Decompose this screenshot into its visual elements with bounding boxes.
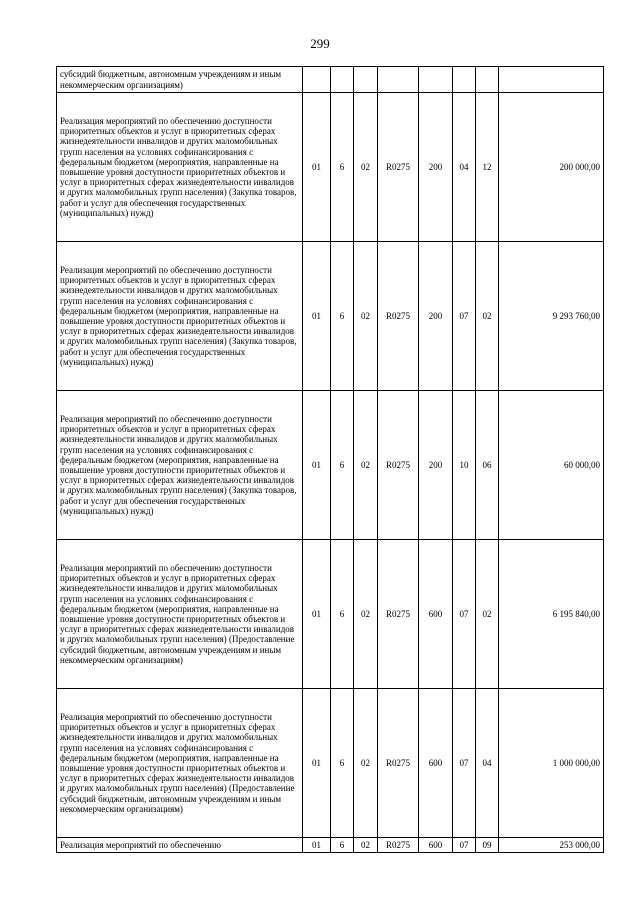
section-code: 07 bbox=[453, 838, 476, 853]
program-code: 01 bbox=[303, 93, 331, 242]
expense-type-code: 200 bbox=[419, 391, 453, 540]
subprogram-code: 6 bbox=[331, 391, 354, 540]
amount bbox=[499, 67, 604, 93]
expense-type-code: 600 bbox=[419, 540, 453, 689]
row-description: Реализация мероприятий по обеспечению доступности приоритетных объектов и услуг в приоритетных сферах жизнедеятельности инвалидов и других маломобильных групп населения на условиях софинансирования с федеральным бюджетом (мероприятия, направленные на повышение уровня доступности приоритетных объектов и услуг в приоритетных сферах жизнедеятельности инвалидов и других маломобильных групп населения) (Предоставление субсидий бюджетным, автономным учреждениям и иным некоммерческим организациям) bbox=[57, 540, 303, 689]
table-row bbox=[57, 67, 604, 93]
row-description: Реализация мероприятий по обеспечению доступности приоритетных объектов и услуг в приоритетных сферах жизнедеятельности инвалидов и других маломобильных групп населения на условиях софинансирования с федеральным бюджетом (мероприятия, направленные на повышение уровня доступности приоритетных объектов и услуг в приоритетных сферах жизнедеятельности инвалидов и других маломобильных групп населения) (Закупка товаров, работ и услуг для обеспечения государственных (муниципальных) нужд) bbox=[57, 242, 303, 391]
direction-code: R0275 bbox=[378, 93, 419, 242]
section-code bbox=[453, 67, 476, 93]
subprogram-code bbox=[331, 67, 354, 93]
row-description: Реализация мероприятий по обеспечению доступности приоритетных объектов и услуг в приоритетных сферах жизнедеятельности инвалидов и других маломобильных групп населения на условиях софинансирования с федеральным бюджетом (мероприятия, направленные на повышение уровня доступности приоритетных объектов и услуг в приоритетных сферах жизнедеятельности инвалидов и других маломобильных групп населения) (Закупка товаров, работ и услуг для обеспечения государственных (муниципальных) нужд) bbox=[57, 391, 303, 540]
expense-type-code: 200 bbox=[419, 93, 453, 242]
subprogram-code: 6 bbox=[331, 540, 354, 689]
subprogram-code: 6 bbox=[331, 838, 354, 853]
row-description: Реализация мероприятий по обеспечению доступности приоритетных объектов и услуг в приоритетных сферах жизнедеятельности инвалидов и других маломобильных групп населения на условиях софинансирования с федеральным бюджетом (мероприятия, направленные на повышение уровня доступности приоритетных объектов и услуг в приоритетных сферах жизнедеятельности инвалидов и других маломобильных групп населения) (Закупка товаров, работ и услуг для обеспечения государственных (муниципальных) нужд) bbox=[57, 93, 303, 242]
section-code: 07 bbox=[453, 689, 476, 838]
activity-code: 02 bbox=[354, 391, 378, 540]
budget-table bbox=[56, 66, 604, 853]
activity-code: 02 bbox=[354, 689, 378, 838]
table-row bbox=[57, 689, 604, 838]
direction-code bbox=[378, 67, 419, 93]
amount: 1 000 000,00 bbox=[499, 689, 604, 838]
amount: 60 000,00 bbox=[499, 391, 604, 540]
amount: 200 000,00 bbox=[499, 93, 604, 242]
expense-type-code: 200 bbox=[419, 242, 453, 391]
amount: 9 293 760,00 bbox=[499, 242, 604, 391]
subsection-code: 02 bbox=[476, 540, 499, 689]
table-row bbox=[57, 242, 604, 391]
direction-code: R0275 bbox=[378, 689, 419, 838]
row-description: Реализация мероприятий по обеспечению доступности приоритетных объектов и услуг в приоритетных сферах жизнедеятельности инвалидов и других маломобильных групп населения на условиях софинансирования с федеральным бюджетом (мероприятия, направленные на повышение уровня доступности приоритетных объектов и услуг в приоритетных сферах жизнедеятельности инвалидов и других маломобильных групп населения) (Предоставление субсидий бюджетным, автономным учреждениям и иным некоммерческим организациям) bbox=[57, 689, 303, 838]
subprogram-code: 6 bbox=[331, 689, 354, 838]
subsection-code: 06 bbox=[476, 391, 499, 540]
subsection-code: 12 bbox=[476, 93, 499, 242]
subsection-code: 09 bbox=[476, 838, 499, 853]
direction-code: R0275 bbox=[378, 391, 419, 540]
table-row bbox=[57, 838, 604, 853]
expense-type-code: 600 bbox=[419, 689, 453, 838]
activity-code: 02 bbox=[354, 838, 378, 853]
direction-code: R0275 bbox=[378, 242, 419, 391]
row-description: субсидий бюджетным, автономным учреждениям и иным некоммерческим организациям) bbox=[57, 67, 303, 93]
page-number: 299 bbox=[310, 36, 330, 51]
amount: 6 195 840,00 bbox=[499, 540, 604, 689]
row-description: Реализация мероприятий по обеспечению bbox=[57, 838, 303, 853]
subsection-code: 02 bbox=[476, 242, 499, 391]
activity-code: 02 bbox=[354, 540, 378, 689]
activity-code bbox=[354, 67, 378, 93]
expense-type-code: 600 bbox=[419, 838, 453, 853]
subprogram-code: 6 bbox=[331, 242, 354, 391]
subsection-code: 04 bbox=[476, 689, 499, 838]
subsection-code bbox=[476, 67, 499, 93]
subprogram-code: 6 bbox=[331, 93, 354, 242]
activity-code: 02 bbox=[354, 242, 378, 391]
table-row bbox=[57, 540, 604, 689]
section-code: 07 bbox=[453, 540, 476, 689]
table-row bbox=[57, 391, 604, 540]
direction-code: R0275 bbox=[378, 838, 419, 853]
section-code: 04 bbox=[453, 93, 476, 242]
amount: 253 000,00 bbox=[499, 838, 604, 853]
program-code: 01 bbox=[303, 242, 331, 391]
section-code: 07 bbox=[453, 242, 476, 391]
program-code: 01 bbox=[303, 540, 331, 689]
program-code: 01 bbox=[303, 391, 331, 540]
direction-code: R0275 bbox=[378, 540, 419, 689]
section-code: 10 bbox=[453, 391, 476, 540]
program-code bbox=[303, 67, 331, 93]
program-code: 01 bbox=[303, 689, 331, 838]
program-code: 01 bbox=[303, 838, 331, 853]
table-row bbox=[57, 93, 604, 242]
expense-type-code bbox=[419, 67, 453, 93]
activity-code: 02 bbox=[354, 93, 378, 242]
